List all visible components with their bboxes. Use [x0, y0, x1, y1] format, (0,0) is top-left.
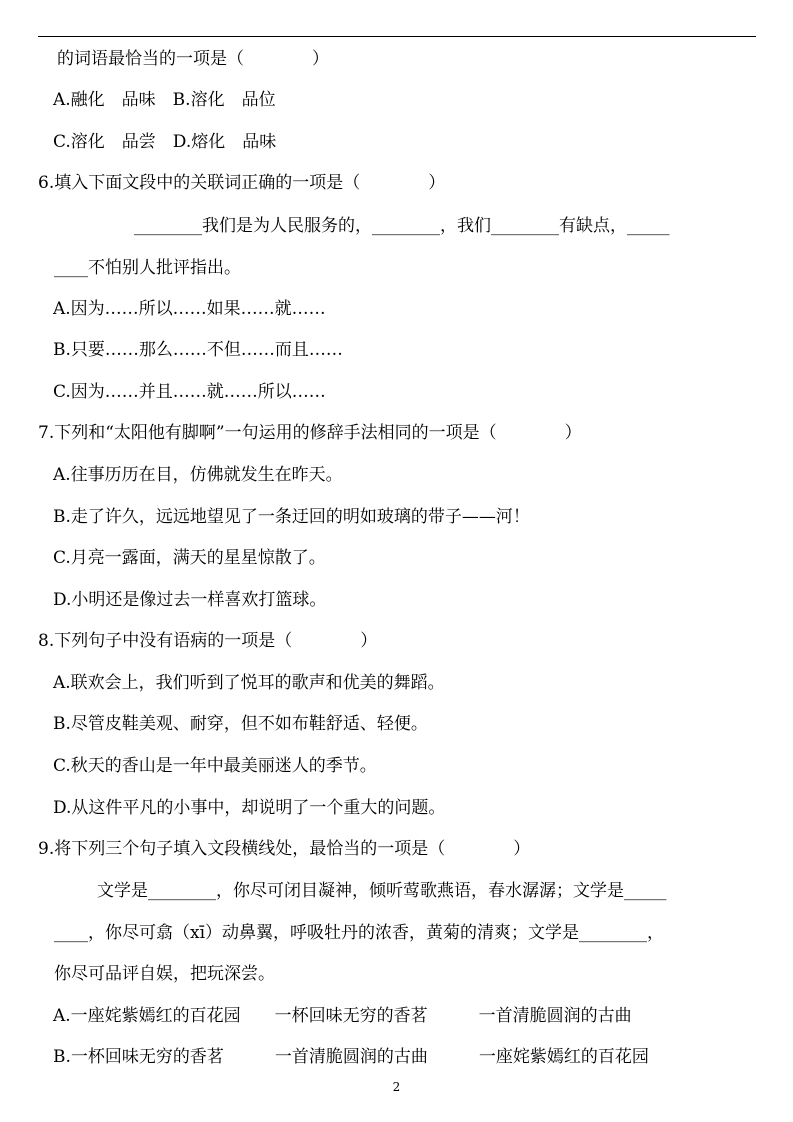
- q9-passage-line-2: ____，你尽可翕（xī）动鼻翼，呼吸牡丹的浓香，黄菊的清爽；文学是________，: [54, 923, 665, 943]
- q7-stem: 7.下列和“太阳他有脚啊”一句运用的修辞手法相同的一项是（ ）: [38, 423, 582, 443]
- q5-options-ab: A.融化 品味 B.溶化 品位: [53, 90, 276, 110]
- q7-option-c: C.月亮一露面，满天的星星惊散了。: [53, 548, 326, 568]
- q8-option-a: A.联欢会上，我们听到了悦耳的歌声和优美的舞蹈。: [53, 673, 445, 693]
- q8-stem: 8.下列句子中没有语病的一项是（ ）: [38, 631, 378, 651]
- q8-option-d: D.从这件平凡的小事中，却说明了一个重大的问题。: [53, 798, 446, 818]
- q6-option-a: A.因为……所以……如果……就……: [53, 299, 326, 319]
- page-number: 2: [392, 1080, 401, 1094]
- q8-option-b: B.尽管皮鞋美观、耐穿，但不如布鞋舒适、轻便。: [53, 714, 428, 734]
- q9-passage-line-3: 你尽可品评自娱，把玩深尝。: [54, 964, 275, 984]
- q9-passage-line-1: 文学是________，你尽可闭目凝神，倾听莺歌燕语，春水潺潺；文学是_____: [97, 881, 667, 901]
- q6-option-b: B.只要……那么……不但……而且……: [53, 340, 343, 360]
- q5-stem-continuation: 的词语最恰当的一项是（ ）: [57, 49, 329, 69]
- q9-option-b: B.一杯回味无穷的香茗 一首清脆圆润的古曲 一座姹紫嫣红的百花园: [53, 1047, 649, 1067]
- q9-option-a: A.一座姹紫嫣红的百花园 一杯回味无穷的香茗 一首清脆圆润的古曲: [53, 1006, 632, 1026]
- q7-option-b: B.走了许久，远远地望见了一条迂回的明如玻璃的带子——河！: [53, 507, 530, 527]
- q8-option-c: C.秋天的香山是一年中最美丽迷人的季节。: [53, 756, 377, 776]
- q6-passage-line-2: ____不怕别人批评指出。: [54, 258, 241, 278]
- q6-passage-line-1: ________我们是为人民服务的，________，我们________有缺点，_____: [134, 216, 670, 236]
- q6-stem: 6.填入下面文段中的关联词正确的一项是（ ）: [38, 173, 446, 193]
- q5-options-cd: C.溶化 品尝 D.熔化 品味: [53, 132, 277, 152]
- q7-option-a: A.往事历历在目，仿佛就发生在昨天。: [53, 465, 343, 485]
- q9-stem: 9.将下列三个句子填入文段横线处，最恰当的一项是（ ）: [38, 839, 531, 859]
- q6-option-c: C.因为……并且……就……所以……: [53, 382, 326, 402]
- header-rule: [38, 36, 756, 37]
- q7-option-d: D.小明还是像过去一样喜欢打篮球。: [53, 590, 327, 610]
